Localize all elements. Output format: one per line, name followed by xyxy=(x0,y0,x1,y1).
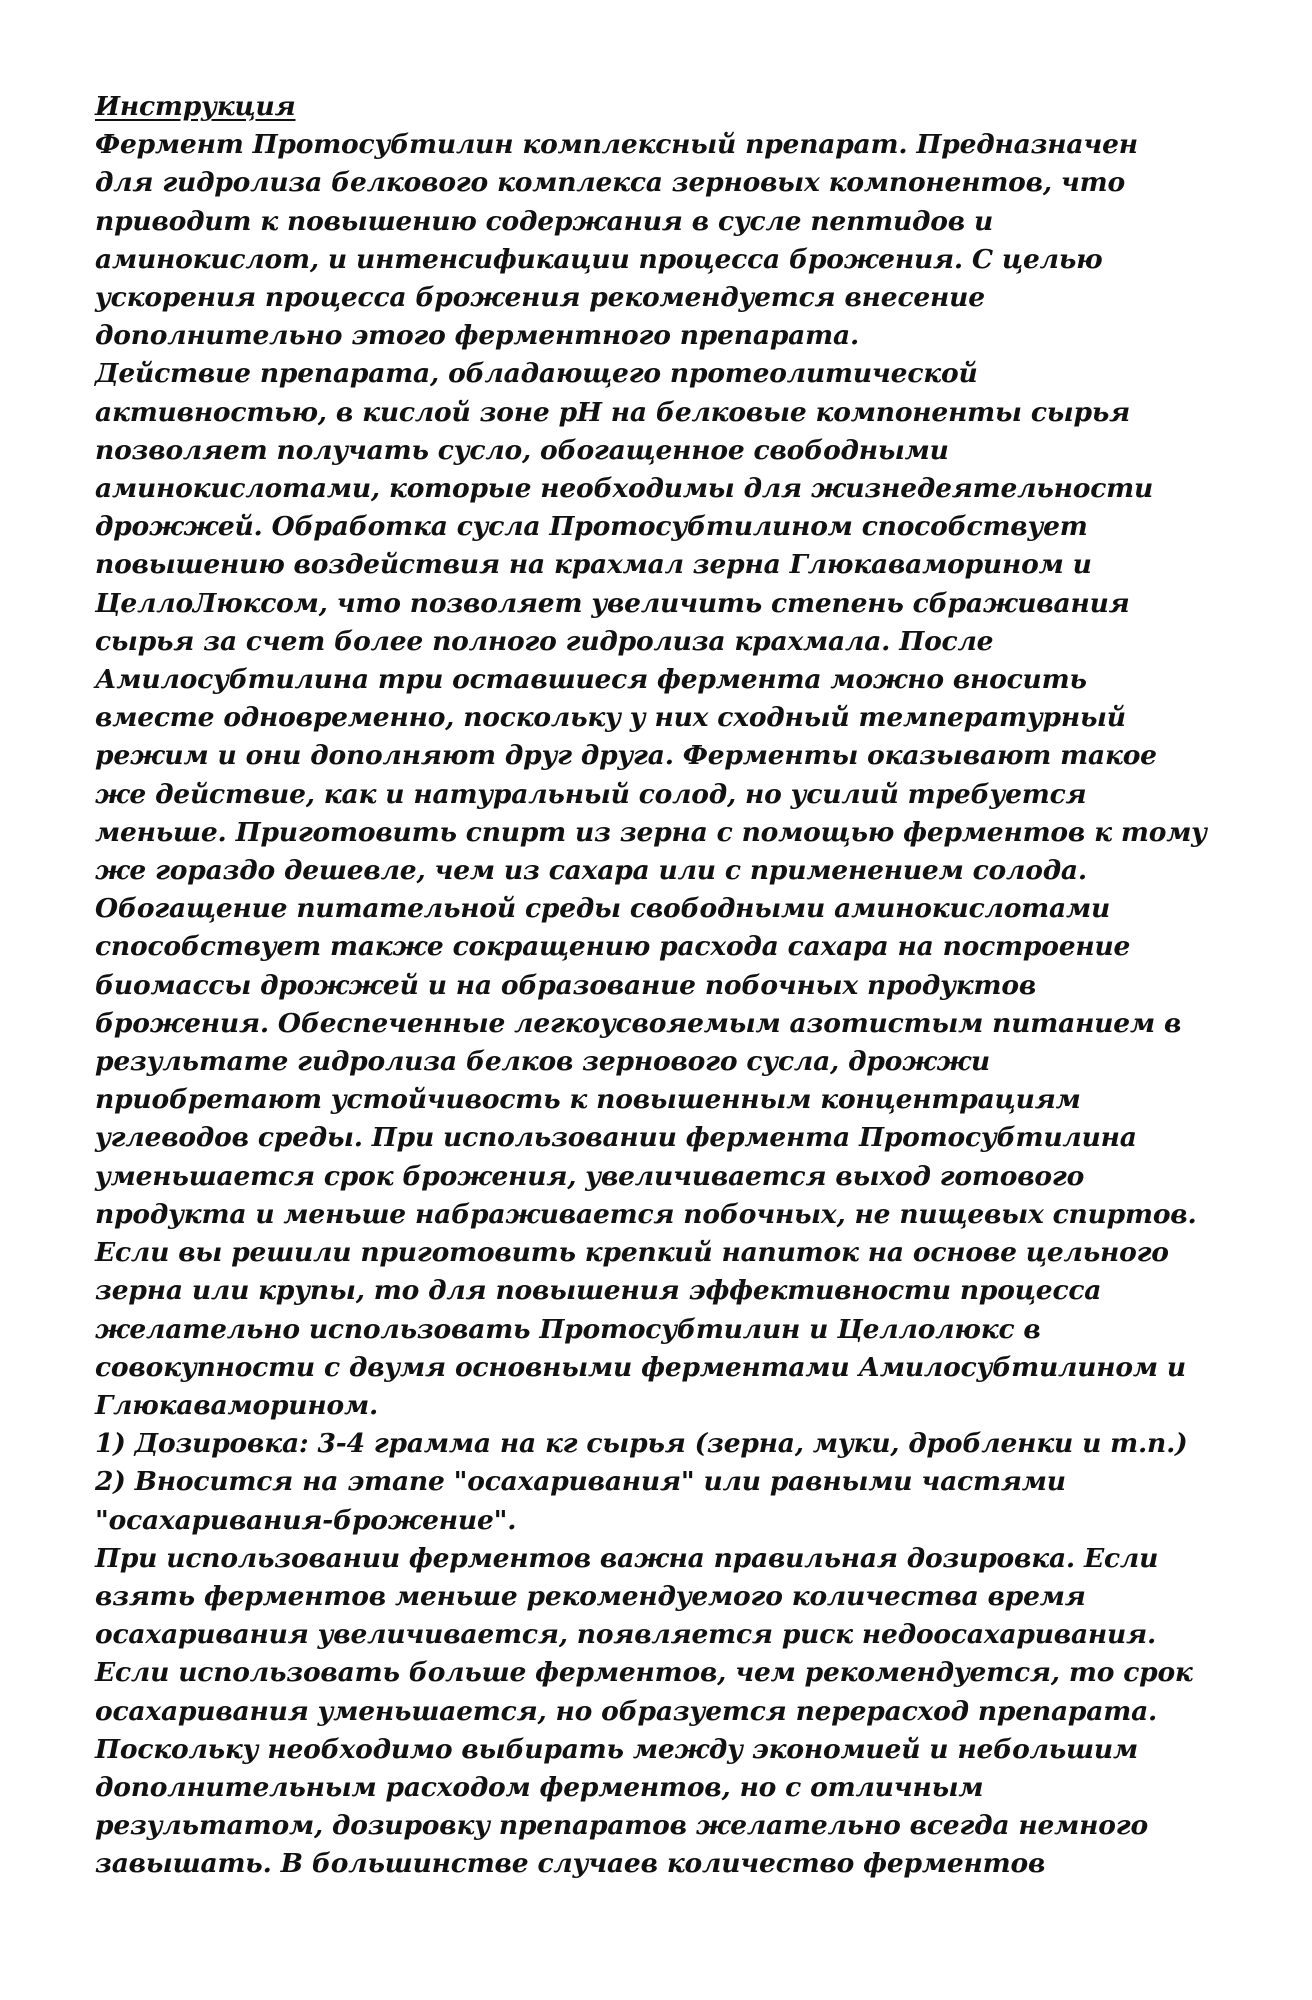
text-line: желательно использовать Протосубтилин и Целлолюкс в xyxy=(95,1313,1041,1345)
text-line: уменьшается срок брожения, увеличивается выход готового xyxy=(95,1160,1085,1192)
text-line: осахаривания увеличивается, появляется риск недоосахаривания. xyxy=(95,1619,1157,1651)
text-line: брожения. Обеспеченные легкоусвояемым азотистым питанием в xyxy=(95,1007,1182,1039)
text-line: повышению воздействия на крахмал зерна Глюкаваморином и xyxy=(95,549,1092,581)
text-line: приобретают устойчивость к повышенным концентрациям xyxy=(95,1084,1081,1116)
text-line: дополнительным расходом ферментов, но с отличным xyxy=(95,1771,984,1803)
text-line: результате гидролиза белков зернового сусла, дрожжи xyxy=(95,1046,990,1078)
text-line: меньше. Приготовить спирт из зерна с помощью ферментов к тому xyxy=(95,816,1207,848)
text-line: способствует также сокращению расхода сахара на построение xyxy=(95,931,1131,963)
text-line: Если вы решили приготовить крепкий напиток на основе цельного xyxy=(95,1237,1169,1269)
text-line: режим и они дополняют друг друга. Ферменты оказывают такое xyxy=(95,740,1157,772)
text-line: совокупности с двумя основными ферментами Амилосубтилином и xyxy=(95,1351,1186,1383)
text-line: продукта и меньше набраживается побочных, не пищевых спиртов. xyxy=(95,1198,1197,1230)
text-line: Обогащение питательной среды свободными аминокислотами xyxy=(95,893,1111,925)
text-line: завышать. В большинстве случаев количество ферментов xyxy=(95,1848,1046,1880)
text-line: активностью, в кислой зоне pH на белковые компоненты сырья xyxy=(95,396,1131,428)
text-line: аминокислотами, которые необходимы для жизнедеятельности xyxy=(95,473,1154,505)
text-line: осахаривания уменьшается, но образуется перерасход препарата. xyxy=(95,1695,1158,1727)
text-line: углеводов среды. При использовании фермента Протосубтилина xyxy=(95,1122,1137,1154)
text-line: Действие препарата, обладающего протеолитической xyxy=(95,358,978,390)
text-line: дополнительно этого ферментного препарата. xyxy=(95,320,859,352)
text-line: взять ферментов меньше рекомендуемого количества время xyxy=(95,1580,1086,1612)
text-line: приводит к повышению содержания в сусле пептидов и xyxy=(95,205,994,237)
text-line: дрожжей. Обработка сусла Протосубтилином способствует xyxy=(95,511,1088,543)
text-line: "осахаривания-брожение". xyxy=(95,1504,517,1536)
text-line: биомассы дрожжей и на образование побочных продуктов xyxy=(95,969,1037,1001)
text-line: позволяет получать сусло, обогащенное свободными xyxy=(95,434,949,466)
text-line: для гидролиза белкового комплекса зерновых компонентов, что xyxy=(95,167,1125,199)
text-line: Глюкаваморином. xyxy=(95,1389,378,1421)
instruction-text-block xyxy=(95,88,1255,1884)
text-line: ЦеллоЛюксом, что позволяет увеличить степень сбраживания xyxy=(95,587,1130,619)
text-line: Если использовать больше ферментов, чем рекомендуется, то срок xyxy=(95,1657,1193,1689)
text-line: аминокислот, и интенсификации процесса брожения. С целью xyxy=(95,243,1103,275)
document-title: Инструкция xyxy=(95,91,296,122)
text-line: 1) Дозировка: 3-4 грамма на кг сырья (зерна, муки, дробленки и т.п.) xyxy=(95,1428,1188,1460)
text-line: же действие, как и натуральный солод, но усилий требуется xyxy=(95,778,1087,810)
text-line: же гораздо дешевле, чем из сахара или с применением солода. xyxy=(95,855,1087,887)
text-line: результатом, дозировку препаратов желательно всегда немного xyxy=(95,1810,1148,1842)
text-line: сырья за счет более полного гидролиза крахмала. После xyxy=(95,625,994,657)
text-line: 2) Вносится на этапе "осахаривания" или равными частями xyxy=(95,1466,1066,1498)
text-line: При использовании ферментов важна правильная дозировка. Если xyxy=(95,1542,1159,1574)
text-line: ускорения процесса брожения рекомендуется внесение xyxy=(95,282,985,314)
text-line: Фермент Протосубтилин комплексный препарат. Предназначен xyxy=(95,129,1138,161)
text-line: Поскольку необходимо выбирать между экономией и небольшим xyxy=(95,1733,1138,1765)
text-line: зерна или крупы, то для повышения эффективности процесса xyxy=(95,1275,1102,1307)
text-line: вместе одновременно, поскольку у них сходный температурный xyxy=(95,702,1126,734)
text-line: Амилосубтилина три оставшиеся фермента можно вносить xyxy=(95,664,1087,696)
